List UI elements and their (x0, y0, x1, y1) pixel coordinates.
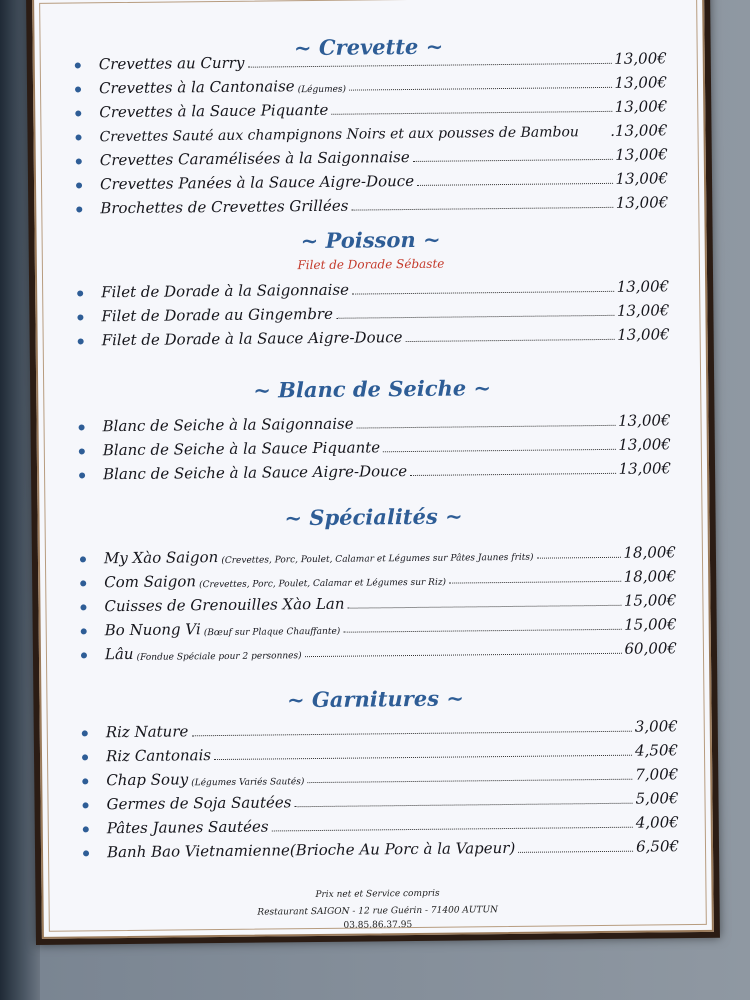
dot-leader (305, 652, 622, 657)
menu-item: Riz Cantonais 4,50€ (82, 741, 678, 765)
section-title-crevette: ~ Crevette ~ (293, 33, 444, 61)
bullet-icon (76, 206, 82, 212)
bullet-icon (76, 134, 82, 140)
bullet-icon (82, 754, 88, 760)
menu-item: My Xào Saigon (Crevettes, Porc, Poulet, Calamar et Légumes sur Pâtes Jaunes frits) 18,00€ (80, 543, 676, 567)
dot-leader (410, 472, 616, 476)
menu-item: Filet de Dorade au Gingembre 13,00€ (77, 301, 669, 325)
menu-item: Lâu (Fondue Spéciale pour 2 personnes) 60,00€ (81, 639, 677, 663)
bullet-icon (76, 158, 82, 164)
menu-item: Banh Bao Vietnamienne(Brioche Au Porc à la Vapeur) 6,50€ (83, 837, 679, 861)
menu-item: Cuisses de Grenouilles Xào Lan 15,00€ (80, 591, 676, 615)
dot-leader (294, 802, 632, 808)
bullet-icon (77, 290, 83, 296)
bullet-icon (80, 604, 86, 610)
menu-item: Crevettes à la Cantonaise (Légumes) 13,00€ (75, 73, 667, 97)
section-title-poisson: ~ Poisson ~ (300, 226, 441, 254)
bullet-icon (75, 62, 81, 68)
dot-leader (349, 86, 612, 91)
dot-leader (383, 448, 615, 452)
menu-item: Germes de Soja Sautées 5,00€ (82, 789, 678, 813)
dot-leader (406, 338, 615, 342)
bullet-icon (76, 182, 82, 188)
bullet-icon (79, 448, 85, 454)
dot-leader (413, 158, 613, 162)
footer-address: Restaurant SAIGON - 12 rue Guérin - 71400 AUTUN (257, 905, 498, 918)
section-title-specialites: ~ Spécialités ~ (284, 503, 463, 531)
dot-leader (191, 730, 631, 737)
menu-item: Crevettes Sauté aux champignons Noirs et aux pousses de Bambou .13,00€ (75, 121, 667, 145)
bullet-icon (83, 850, 89, 856)
menu-item: Crevettes au Curry 13,00€ (75, 49, 667, 73)
bullet-icon (80, 580, 86, 586)
dot-leader (351, 206, 612, 211)
menu-item: Chap Souy (Légumes Variés Sautés) 7,00€ (82, 765, 678, 789)
bullet-icon (79, 472, 85, 478)
dot-leader (331, 110, 611, 115)
dot-leader (214, 754, 632, 760)
menu-item: Crevettes à la Sauce Piquante 13,00€ (75, 97, 667, 121)
bullet-icon (83, 826, 89, 832)
menu-item: Blanc de Seiche à la Saigonnaise 13,00€ (78, 411, 670, 435)
menu-item: Crevettes Panées à la Sauce Aigre-Douce 13,00€ (76, 169, 668, 193)
dot-leader (357, 424, 615, 429)
menu-item: Crevettes Caramélisées à la Saigonnaise 13,00€ (76, 145, 668, 169)
menu-item: Pâtes Jaunes Sautées 4,00€ (83, 813, 679, 837)
menu-item: Blanc de Seiche à la Sauce Piquante 13,00€ (79, 435, 671, 459)
dot-leader (352, 290, 614, 295)
menu-paper (32, 0, 714, 939)
menu-sheet (26, 0, 720, 945)
menu-item: Brochettes de Crevettes Grillées 13,00€ (76, 193, 668, 217)
menu-item: Com Saigon (Crevettes, Porc, Poulet, Calamar et Légumes sur Riz) 18,00€ (80, 567, 676, 591)
footer-service-note: Prix net et Service compris (315, 888, 440, 901)
bullet-icon (81, 628, 87, 634)
section-subtitle-poisson: Filet de Dorade Sébaste (297, 256, 445, 273)
bullet-icon (78, 338, 84, 344)
dot-leader (536, 556, 620, 559)
bullet-icon (80, 556, 86, 562)
dot-leader (336, 314, 614, 319)
dot-leader (449, 580, 621, 584)
dot-leader (348, 604, 621, 609)
menu-item: Riz Nature 3,00€ (82, 717, 678, 741)
bullet-icon (81, 652, 87, 658)
dot-leader (307, 778, 632, 783)
bullet-icon (75, 86, 81, 92)
bullet-icon (82, 730, 88, 736)
bullet-icon (79, 424, 85, 430)
section-title-blanc-de-seiche: ~ Blanc de Seiche ~ (253, 375, 492, 403)
dot-leader (518, 850, 633, 853)
section-title-garnitures: ~ Garnitures ~ (286, 685, 465, 713)
dot-leader (247, 62, 611, 68)
bullet-icon (77, 314, 83, 320)
footer-phone: 03.85.86.37.95 (343, 920, 413, 931)
bullet-icon (75, 110, 81, 116)
bullet-icon (83, 802, 89, 808)
bullet-icon (82, 778, 88, 784)
menu-item: Filet de Dorade à la Sauce Aigre-Douce 13,00€ (78, 325, 670, 349)
dot-leader (343, 628, 621, 633)
menu-item: Blanc de Seiche à la Sauce Aigre-Douce 13,00€ (79, 459, 671, 483)
dot-leader (582, 135, 607, 136)
menu-item: Filet de Dorade à la Saigonnaise 13,00€ (77, 277, 669, 301)
menu-item: Bo Nuong Vi (Bœuf sur Plaque Chauffante) 15,00€ (81, 615, 677, 639)
dot-leader (272, 826, 633, 832)
dot-leader (417, 182, 612, 186)
